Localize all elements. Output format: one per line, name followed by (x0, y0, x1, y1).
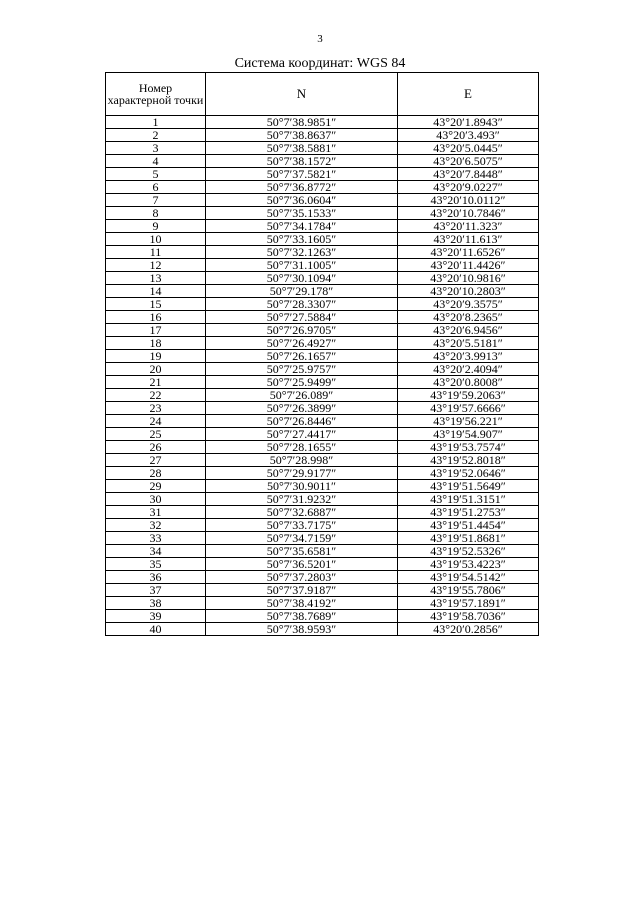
cell-e: 43°19′53.4223″ (398, 558, 539, 571)
cell-point-number: 4 (106, 155, 206, 168)
cell-n: 50°7′38.7689″ (206, 610, 398, 623)
cell-e: 43°20′5.0445″ (398, 142, 539, 155)
cell-e: 43°19′52.0646″ (398, 467, 539, 480)
cell-point-number: 3 (106, 142, 206, 155)
cell-n: 50°7′27.4417″ (206, 428, 398, 441)
cell-n: 50°7′31.9232″ (206, 493, 398, 506)
cell-n: 50°7′34.7159″ (206, 532, 398, 545)
cell-e: 43°20′10.2803″ (398, 285, 539, 298)
cell-n: 50°7′32.6887″ (206, 506, 398, 519)
cell-n: 50°7′26.8446″ (206, 415, 398, 428)
cell-e: 43°20′11.6526″ (398, 246, 539, 259)
cell-e: 43°19′54.5142″ (398, 571, 539, 584)
table-row (106, 233, 539, 246)
cell-n: 50°7′27.5884″ (206, 311, 398, 324)
cell-n: 50°7′26.1657″ (206, 350, 398, 363)
table-caption: Система координат: WGS 84 (234, 56, 406, 71)
cell-n: 50°7′35.1533″ (206, 207, 398, 220)
cell-n: 50°7′28.1655″ (206, 441, 398, 454)
cell-point-number: 28 (106, 467, 206, 480)
cell-n: 50°7′26.3899″ (206, 402, 398, 415)
table-header-row (106, 73, 539, 116)
table-row (106, 519, 539, 532)
table-row (106, 623, 539, 636)
table-row (106, 610, 539, 623)
cell-n: 50°7′38.9593″ (206, 623, 398, 636)
cell-point-number: 39 (106, 610, 206, 623)
table-row (106, 506, 539, 519)
table-row (106, 545, 539, 558)
cell-point-number: 25 (106, 428, 206, 441)
cell-e: 43°20′0.2856″ (398, 623, 539, 636)
cell-e: 43°20′1.8943″ (398, 116, 539, 129)
table-row (106, 402, 539, 415)
cell-n: 50°7′28.3307″ (206, 298, 398, 311)
cell-n: 50°7′26.4927″ (206, 337, 398, 350)
cell-n: 50°7′38.5881″ (206, 142, 398, 155)
cell-point-number: 9 (106, 220, 206, 233)
cell-e: 43°19′54.907″ (398, 428, 539, 441)
table-row (106, 246, 539, 259)
coordinates-table (105, 72, 539, 636)
cell-e: 43°20′3.493″ (398, 129, 539, 142)
cell-e: 43°19′51.2753″ (398, 506, 539, 519)
table-row (106, 168, 539, 181)
cell-n: 50°7′29.178″ (206, 285, 398, 298)
cell-point-number: 22 (106, 389, 206, 402)
cell-e: 43°20′5.5181″ (398, 337, 539, 350)
cell-point-number: 17 (106, 324, 206, 337)
table-row (106, 428, 539, 441)
cell-e: 43°19′53.7574″ (398, 441, 539, 454)
cell-point-number: 19 (106, 350, 206, 363)
cell-n: 50°7′29.9177″ (206, 467, 398, 480)
cell-point-number: 8 (106, 207, 206, 220)
cell-e: 43°19′55.7806″ (398, 584, 539, 597)
table-row (106, 116, 539, 129)
cell-e: 43°20′9.3575″ (398, 298, 539, 311)
cell-n: 50°7′25.9757″ (206, 363, 398, 376)
cell-n: 50°7′32.1263″ (206, 246, 398, 259)
table-row (106, 155, 539, 168)
cell-e: 43°19′57.1891″ (398, 597, 539, 610)
cell-e: 43°19′57.6666″ (398, 402, 539, 415)
cell-e: 43°19′52.5326″ (398, 545, 539, 558)
cell-e: 43°20′3.9913″ (398, 350, 539, 363)
cell-point-number: 13 (106, 272, 206, 285)
cell-n: 50°7′33.1605″ (206, 233, 398, 246)
cell-n: 50°7′25.9499″ (206, 376, 398, 389)
cell-point-number: 16 (106, 311, 206, 324)
cell-n: 50°7′36.5201″ (206, 558, 398, 571)
cell-e: 43°20′11.323″ (398, 220, 539, 233)
cell-e: 43°20′9.0227″ (398, 181, 539, 194)
table-body (106, 116, 539, 636)
cell-point-number: 36 (106, 571, 206, 584)
cell-n: 50°7′36.0604″ (206, 194, 398, 207)
cell-e: 43°20′10.7846″ (398, 207, 539, 220)
cell-n: 50°7′34.1784″ (206, 220, 398, 233)
cell-e: 43°19′51.3151″ (398, 493, 539, 506)
cell-n: 50°7′38.1572″ (206, 155, 398, 168)
cell-e: 43°20′10.9816″ (398, 272, 539, 285)
cell-point-number: 2 (106, 129, 206, 142)
cell-e: 43°20′7.8448″ (398, 168, 539, 181)
cell-point-number: 6 (106, 181, 206, 194)
table-row (106, 350, 539, 363)
table-row (106, 285, 539, 298)
table-row (106, 194, 539, 207)
cell-n: 50°7′37.5821″ (206, 168, 398, 181)
table-row (106, 363, 539, 376)
cell-e: 43°20′8.2365″ (398, 311, 539, 324)
table-row (106, 324, 539, 337)
cell-e: 43°20′6.5075″ (398, 155, 539, 168)
cell-e: 43°19′51.5649″ (398, 480, 539, 493)
table-row (106, 207, 539, 220)
cell-e: 43°19′52.8018″ (398, 454, 539, 467)
cell-e: 43°19′51.4454″ (398, 519, 539, 532)
cell-n: 50°7′30.1094″ (206, 272, 398, 285)
table-row (106, 181, 539, 194)
table-row (106, 337, 539, 350)
cell-n: 50°7′31.1005″ (206, 259, 398, 272)
cell-n: 50°7′36.8772″ (206, 181, 398, 194)
cell-n: 50°7′35.6581″ (206, 545, 398, 558)
cell-point-number: 30 (106, 493, 206, 506)
table-row (106, 493, 539, 506)
table-row (106, 597, 539, 610)
cell-point-number: 14 (106, 285, 206, 298)
table-row (106, 311, 539, 324)
table-row (106, 480, 539, 493)
cell-point-number: 18 (106, 337, 206, 350)
cell-e: 43°20′10.0112″ (398, 194, 539, 207)
cell-e: 43°19′59.2063″ (398, 389, 539, 402)
table-row (106, 129, 539, 142)
table-row (106, 220, 539, 233)
cell-point-number: 32 (106, 519, 206, 532)
cell-point-number: 33 (106, 532, 206, 545)
cell-point-number: 11 (106, 246, 206, 259)
table-row (106, 454, 539, 467)
cell-e: 43°19′58.7036″ (398, 610, 539, 623)
cell-n: 50°7′28.998″ (206, 454, 398, 467)
table-row (106, 532, 539, 545)
cell-point-number: 10 (106, 233, 206, 246)
cell-e: 43°20′11.613″ (398, 233, 539, 246)
cell-n: 50°7′26.9705″ (206, 324, 398, 337)
cell-point-number: 24 (106, 415, 206, 428)
cell-point-number: 7 (106, 194, 206, 207)
cell-n: 50°7′37.2803″ (206, 571, 398, 584)
cell-n: 50°7′26.089″ (206, 389, 398, 402)
table-row (106, 415, 539, 428)
cell-e: 43°20′11.4426″ (398, 259, 539, 272)
cell-point-number: 27 (106, 454, 206, 467)
table-row (106, 558, 539, 571)
cell-point-number: 38 (106, 597, 206, 610)
header-n: N (206, 73, 398, 116)
cell-point-number: 29 (106, 480, 206, 493)
cell-point-number: 12 (106, 259, 206, 272)
cell-n: 50°7′38.9851″ (206, 116, 398, 129)
cell-point-number: 5 (106, 168, 206, 181)
cell-n: 50°7′30.9011″ (206, 480, 398, 493)
cell-e: 43°20′0.8008″ (398, 376, 539, 389)
cell-point-number: 21 (106, 376, 206, 389)
cell-point-number: 37 (106, 584, 206, 597)
cell-point-number: 34 (106, 545, 206, 558)
cell-e: 43°20′2.4094″ (398, 363, 539, 376)
table-row (106, 272, 539, 285)
table-row (106, 298, 539, 311)
cell-point-number: 15 (106, 298, 206, 311)
table-row (106, 571, 539, 584)
table-row (106, 441, 539, 454)
table-row (106, 376, 539, 389)
cell-point-number: 23 (106, 402, 206, 415)
table-row (106, 467, 539, 480)
cell-n: 50°7′38.4192″ (206, 597, 398, 610)
table-row (106, 389, 539, 402)
cell-n: 50°7′37.9187″ (206, 584, 398, 597)
page-number: 3 (317, 33, 323, 45)
header-point-number: Номер характерной точки (106, 73, 206, 116)
table-row (106, 259, 539, 272)
cell-point-number: 31 (106, 506, 206, 519)
cell-point-number: 20 (106, 363, 206, 376)
cell-point-number: 26 (106, 441, 206, 454)
header-e: E (398, 73, 539, 116)
cell-n: 50°7′38.8637″ (206, 129, 398, 142)
cell-n: 50°7′33.7175″ (206, 519, 398, 532)
cell-point-number: 1 (106, 116, 206, 129)
table-row (106, 584, 539, 597)
cell-e: 43°19′56.221″ (398, 415, 539, 428)
cell-e: 43°20′6.9456″ (398, 324, 539, 337)
cell-point-number: 40 (106, 623, 206, 636)
cell-point-number: 35 (106, 558, 206, 571)
table-row (106, 142, 539, 155)
cell-e: 43°19′51.8681″ (398, 532, 539, 545)
